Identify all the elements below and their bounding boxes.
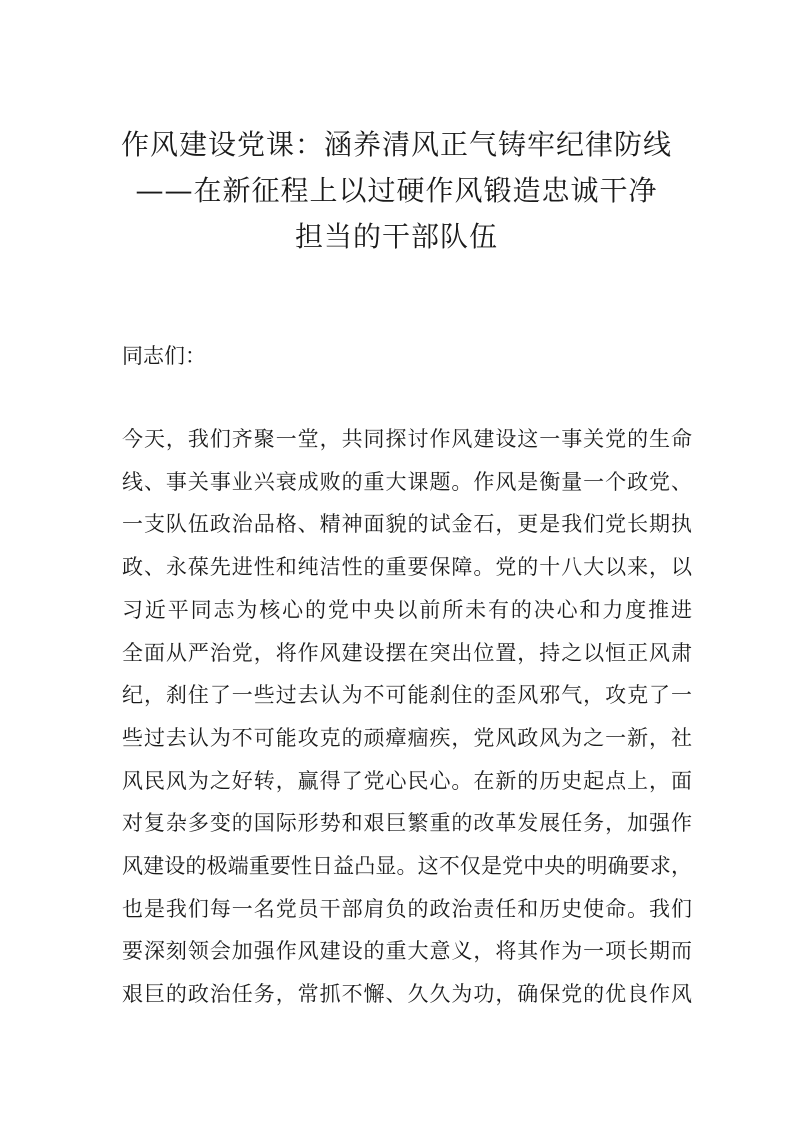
paragraph-line: 风民风为之好转，赢得了党心民心。在新的历史起点上，面	[122, 768, 692, 793]
title-line: 作风建设党课：涵养清风正气铸牢纪律防线	[120, 128, 672, 161]
paragraph-line: 纪，刹住了一些过去认为不可能刹住的歪风邪气，攻克了一	[122, 683, 692, 708]
salutation: 同志们：	[122, 344, 206, 368]
paragraph-line: 对复杂多变的国际形势和艰巨繁重的改革发展任务，加强作	[122, 811, 692, 836]
body-paragraph	[122, 418, 692, 1016]
paragraph-line: 也是我们每一名党员干部肩负的政治责任和历史使命。我们	[122, 896, 692, 921]
paragraph-line: 艰巨的政治任务，常抓不懈、久久为功，确保党的优良作风	[122, 982, 692, 1007]
paragraph-line: 习近平同志为核心的党中央以前所未有的决心和力度推进	[122, 597, 692, 622]
subtitle-line: ——在新征程上以过硬作风锻造忠诚干净	[135, 174, 658, 207]
document-title	[0, 122, 793, 260]
paragraph-line: 风建设的极端重要性日益凸显。这不仅是党中央的明确要求，	[122, 854, 692, 879]
paragraph-line: 线、事关事业兴衰成败的重大课题。作风是衡量一个政党、	[122, 469, 692, 494]
paragraph-line: 今天，我们齐聚一堂，共同探讨作风建设这一事关党的生命	[122, 427, 692, 451]
subtitle-line: 担当的干部队伍	[294, 220, 498, 253]
paragraph-line: 要深刻领会加强作风建设的重大意义，将其作为一项长期而	[122, 939, 692, 964]
paragraph-line: 政、永葆先进性和纯洁性的重要保障。党的十八大以来，以	[122, 555, 692, 580]
paragraph-line: 全面从严治党，将作风建设摆在突出位置，持之以恒正风肃	[122, 640, 692, 665]
paragraph-line: 一支队伍政治品格、精神面貌的试金石，更是我们党长期执	[122, 512, 692, 537]
paragraph-line: 些过去认为不可能攻克的顽瘴痼疾，党风政风为之一新，社	[122, 725, 692, 750]
